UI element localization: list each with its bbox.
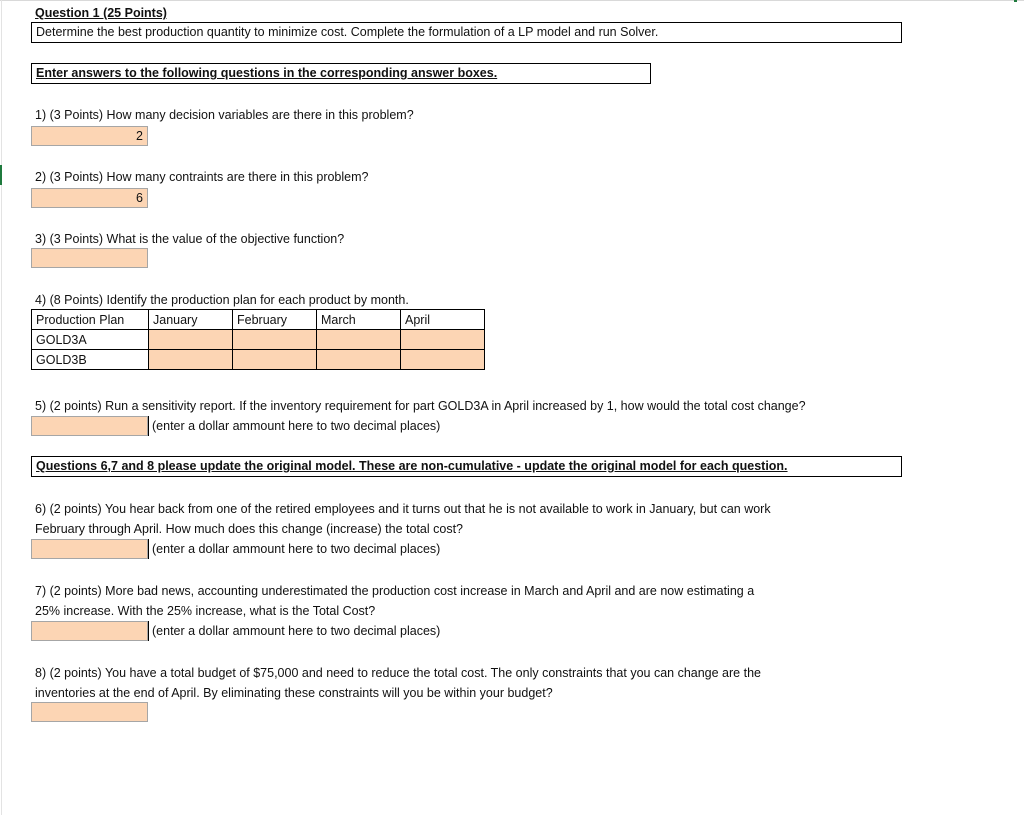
- question-8-text-line1: 8) (2 points) You have a total budget of $75,000 and need to reduce the total cost. The only constraints that you can change are the: [35, 666, 761, 680]
- question-1-answer-cell[interactable]: 2: [31, 126, 148, 146]
- question-2-answer-cell[interactable]: 6: [31, 188, 148, 208]
- section-note-banner: Questions 6,7 and 8 please update the original model. These are non-cumulative - update the original model for each question.: [31, 456, 902, 477]
- question-4-text: 4) (8 Points) Identify the production plan for each product by month.: [35, 293, 409, 307]
- gold3b-march-cell[interactable]: [317, 350, 401, 370]
- gold3a-january-cell[interactable]: [149, 330, 233, 350]
- gold3a-march-cell[interactable]: [317, 330, 401, 350]
- problem-description: Determine the best production quantity to minimize cost. Complete the formulation of a LP model and run Solver.: [31, 22, 902, 43]
- question-8-text-line2: inventories at the end of April. By eliminating these constraints will you be within your budget?: [35, 686, 553, 700]
- question-7-text-line2: 25% increase. With the 25% increase, what is the Total Cost?: [35, 604, 376, 618]
- question-5-answer-cell[interactable]: [31, 416, 148, 436]
- gold3a-april-cell[interactable]: [401, 330, 485, 350]
- table-header-cell: Production Plan: [32, 310, 149, 330]
- question-5-text: 5) (2 points) Run a sensitivity report. If the inventory requirement for part GOLD3A in April increased by 1, how would the total cost change?: [35, 399, 806, 413]
- selection-marker-left: [0, 165, 2, 185]
- table-row: [32, 330, 485, 350]
- table-header-cell: January: [149, 310, 233, 330]
- question-6-hint: (enter a dollar ammount here to two decimal places): [148, 539, 440, 559]
- question-3-answer-cell[interactable]: [31, 248, 148, 268]
- gold3b-april-cell[interactable]: [401, 350, 485, 370]
- instruction-banner: Enter answers to the following questions in the corresponding answer boxes.: [31, 63, 651, 84]
- table-header-row: [32, 310, 485, 330]
- question-6-text-line1: 6) (2 points) You hear back from one of the retired employees and it turns out that he is not available to work in January, but can work: [35, 502, 771, 516]
- question-3-text: 3) (3 Points) What is the value of the objective function?: [35, 232, 345, 246]
- gold3b-february-cell[interactable]: [233, 350, 317, 370]
- gold3a-february-cell[interactable]: [233, 330, 317, 350]
- question-8-answer-cell[interactable]: [31, 702, 148, 722]
- question-7-text-line1: 7) (2 points) More bad news, accounting underestimated the production cost increase in March and April and are now estimating a: [35, 584, 755, 598]
- sheet-top-border: [0, 0, 1024, 1]
- sheet-left-border: [1, 0, 2, 815]
- table-header-cell: February: [233, 310, 317, 330]
- row-label-cell: GOLD3A: [32, 330, 149, 350]
- table-row: [32, 350, 485, 370]
- question-6-text-line2: February through April. How much does this change (increase) the total cost?: [35, 522, 463, 536]
- gold3b-january-cell[interactable]: [149, 350, 233, 370]
- question-1-text: 1) (3 Points) How many decision variables are there in this problem?: [35, 108, 414, 122]
- question-7-hint: (enter a dollar ammount here to two decimal places): [148, 621, 440, 641]
- question-5-hint: (enter a dollar ammount here to two decimal places): [148, 416, 440, 436]
- production-plan-table: [31, 309, 485, 370]
- question-6-answer-cell[interactable]: [31, 539, 148, 559]
- question-title: Question 1 (25 Points): [35, 6, 167, 20]
- question-2-text: 2) (3 Points) How many contraints are there in this problem?: [35, 170, 369, 184]
- table-header-cell: April: [401, 310, 485, 330]
- table-header-cell: March: [317, 310, 401, 330]
- row-label-cell: GOLD3B: [32, 350, 149, 370]
- selection-marker-top: [1014, 0, 1017, 2]
- question-7-answer-cell[interactable]: [31, 621, 148, 641]
